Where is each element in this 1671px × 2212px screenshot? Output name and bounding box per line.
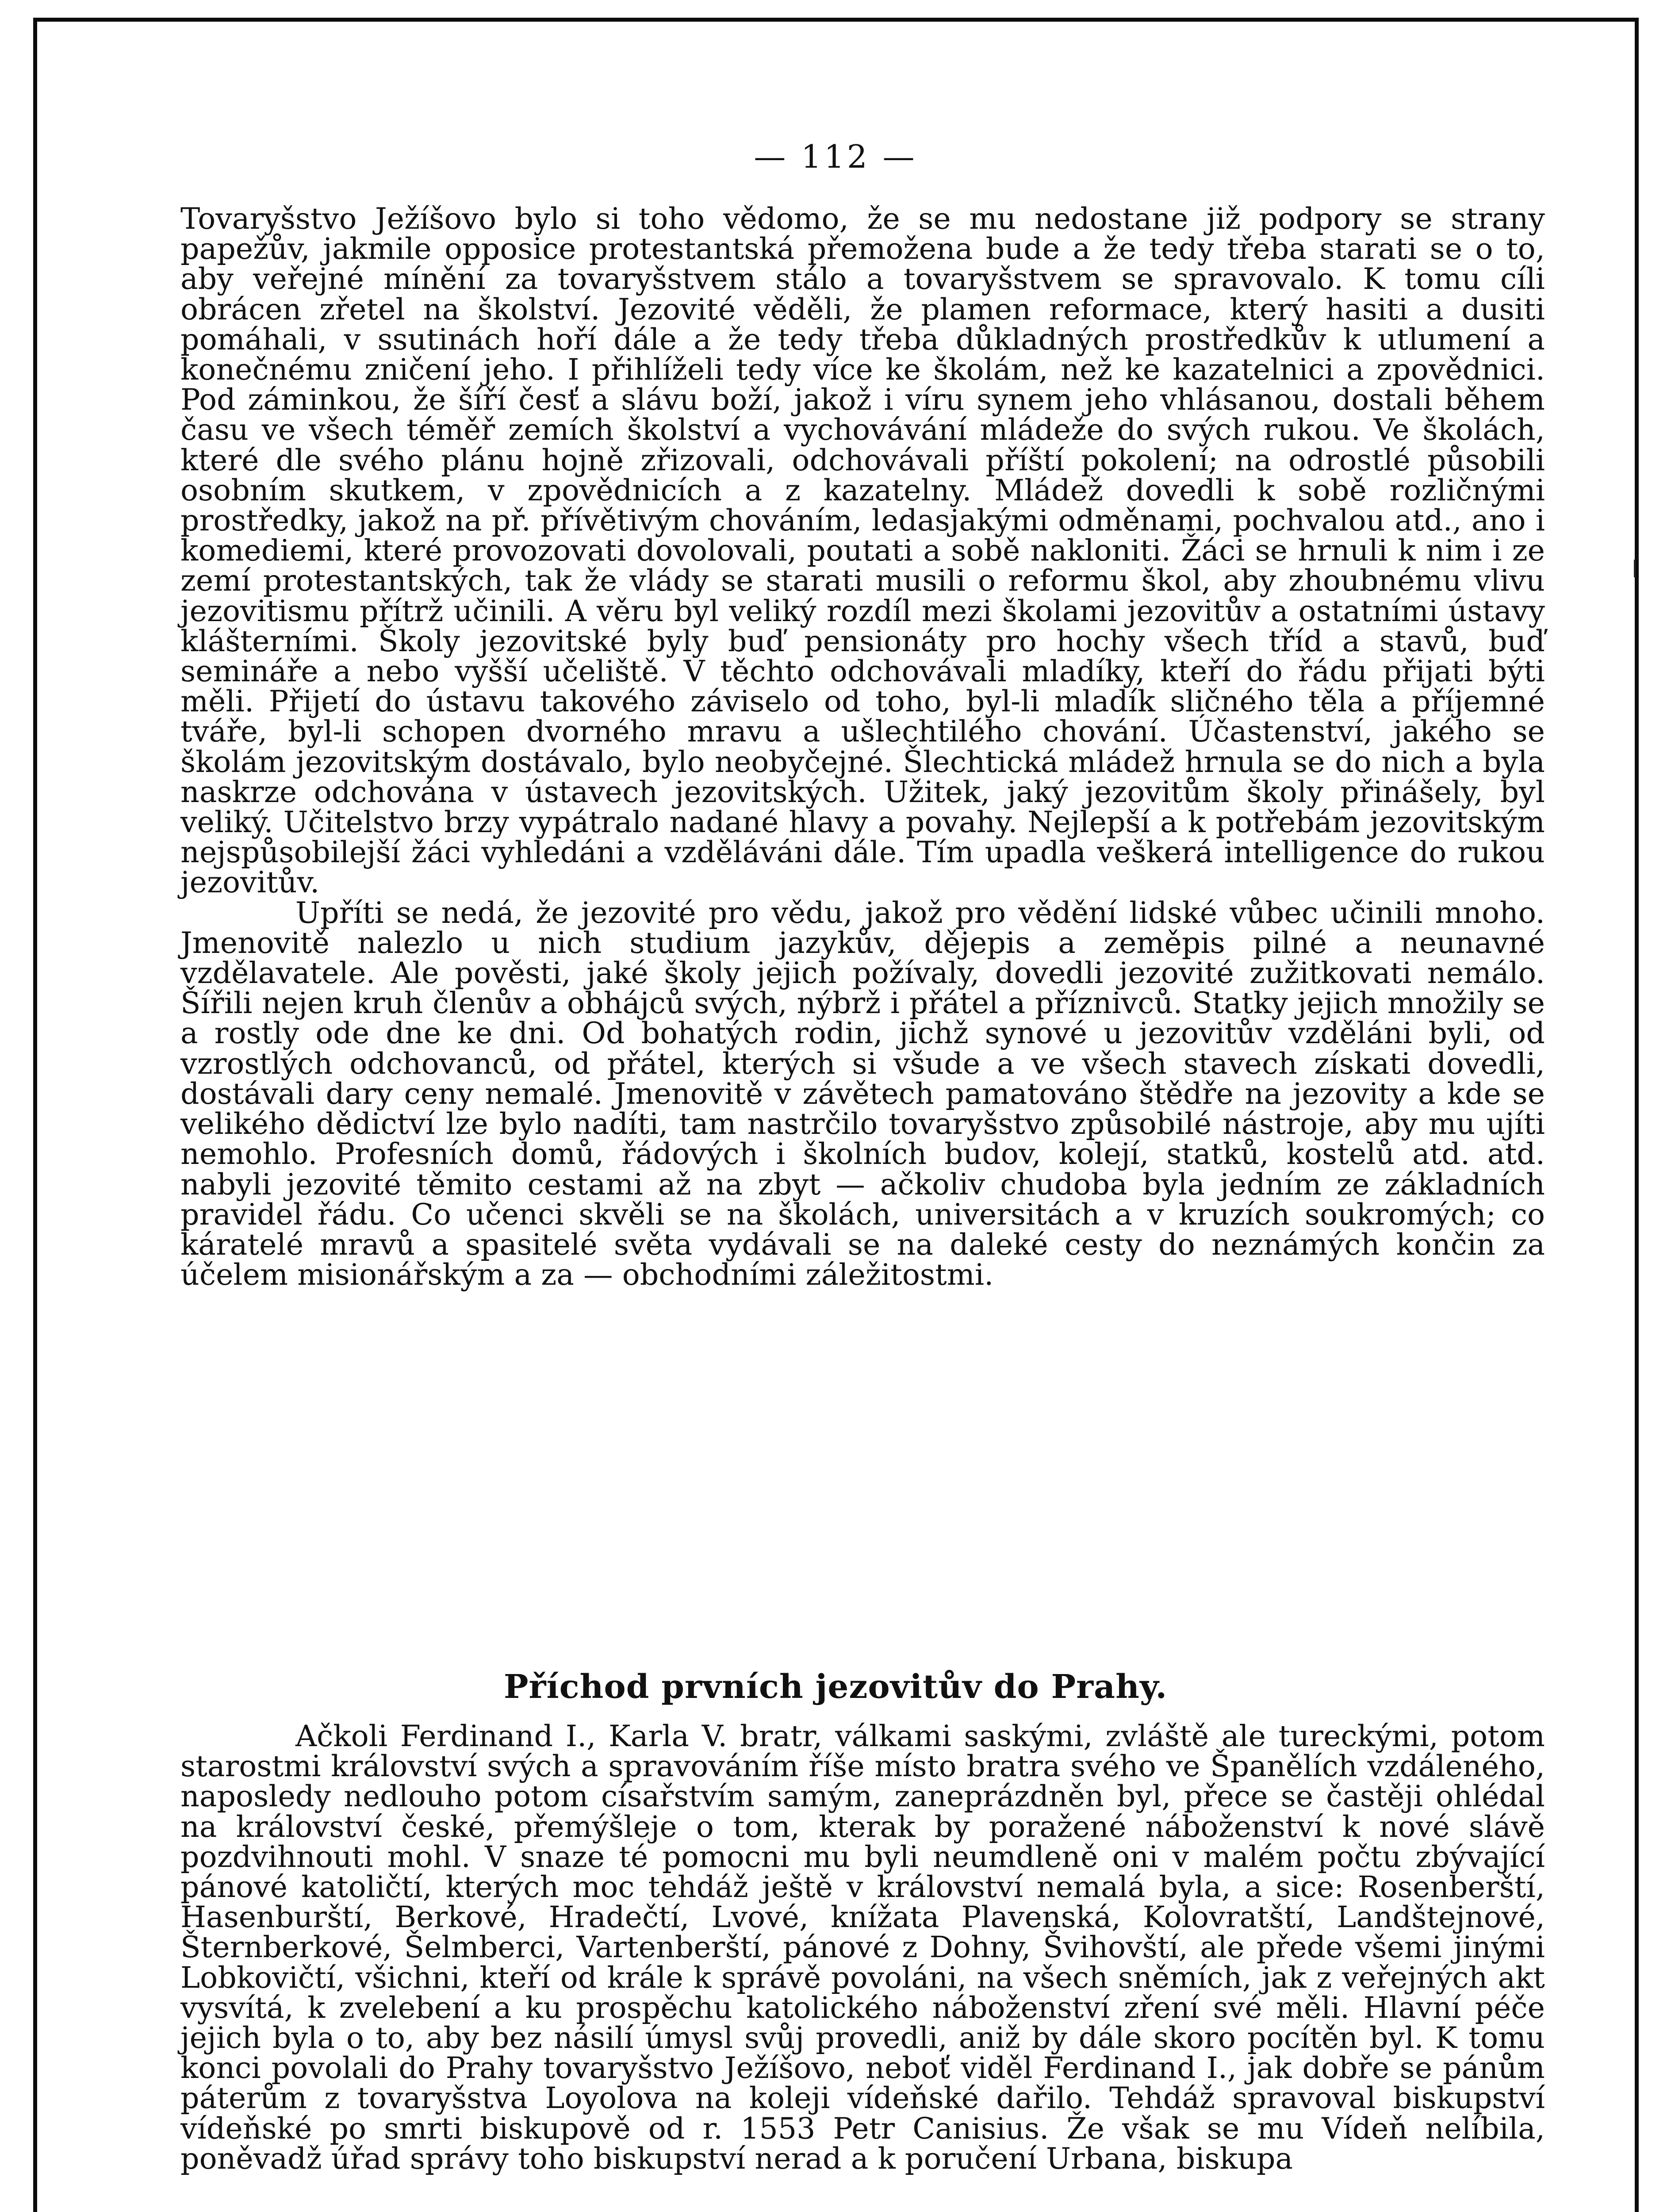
paragraph: Ačkoli Ferdinand I., Karla V. bratr, válkami saskými, zvláště ale tureckými, potom starostmi království svých a spravováním říše místo bratra svého ve Španělích vzdáleného, naposledy nedlouho potom císařstvím samým, zaneprázdněn byl, přece se častěji ohlédal na království české, přemýšleje o tom, kterak by poražené náboženství k nové slávě pozdvihnouti mohl. V snaze té pomocni mu byli neumdleně oni v malém počtu zbývající pánové katoličtí, kterých moc tehdáž ještě v království nemalá byla, a sice: Rosenberští, Hasenburští, Berkové, Hradečtí, Lvové, knížata Plavenská, Kolovratští, Landštejnové, Šternberkové, Šelmberci, Vartenberští, pánové z Dohny, Švihovští, ale přede všemi jinými Lobkovičtí, všichni, kteří od krále k správě povoláni, na všech sněmích, jak z veřejných akt vysvítá, k zvelebení a ku prospěchu katolického náboženství zření své měli. Hlavní péče jejich byla o to, aby bez násilí úmysl svůj provedli, aniž by dále skoro pocítěn byl. K tomu konci povolali do Prahy tovaryšstvo Ježíšovo, neboť viděl Ferdinand I., jak dobře se pánům páterům z tovaryšstva Loyolova na koleji vídeňské dařilo. Tehdáž spravoval biskupství vídeňské po smrti biskupově od r. 1553 Petr Canisius. Že však se mu Vídeň nelíbila, poněvadž úřad správy toho biskupství nerad a k poručení Urbana, biskupa [180, 1719, 1545, 2176]
body-text [180, 201, 1545, 1292]
paragraph: Upříti se nedá, že jezovité pro vědu, jakož pro vědění lidské vůbec učinili mnoho. Jmenovitě nalezlo u nich studium jazykův, dějepis a zeměpis pilné a neunavné vzdělavatele. Ale pověsti, jaké školy jejich požívaly, dovedli jezovité zužitkovati nemálo. Šířili nejen kruh členův a obhájců svých, nýbrž i přátel a příznivců. Statky jejich množily se a rostly ode dne ke dni. Od bohatých rodin, jichž synové u jezovitův vzděláni byli, od vzrostlých odchovanců, od přátel, kterých si všude a ve všech stavech získati dovedli, dostávali dary ceny nemalé. Jmenovitě v závětech pamatováno štědře na jezovity a kde se velikého dědictví lze bylo nadíti, tam nastrčilo tovaryšstvo způsobilé nástroje, aby mu ujíti nemohlo. Profesních domů, řádových i školních budov, kolejí, statků, kostelů atd. atd. nabyli jezovité těmito cestami až na zbyt — ačkoliv chudoba byla jedním ze základních pravidel řádu. Co učenci skvěli se na školách, universitách a v kruzích soukromých; co káratelé mravů a spasitelé světa vydávali se na daleké cesty do neznámých končin za účelem misionářským a za — obchodními záležitostmi. [180, 895, 1545, 1292]
margin-mark [1634, 560, 1636, 577]
section-body [180, 1721, 1545, 2174]
section-heading: Příchod prvních jezovitův do Prahy. [503, 1668, 1168, 1706]
page-number: — 112 — [754, 138, 917, 175]
paragraph: Tovaryšstvo Ježíšovo bylo si toho vědomo, že se mu nedostane již podpory se strany papežův, jakmile opposice protestantská přemožena bude a že tedy třeba starati se o to, aby veřejné mínění za tovaryšstvem stálo a tovaryšstvem se spravovalo. K tomu cíli obrácen zřetel na školství. Jezovité věděli, že plamen reformace, který hasiti a dusiti pomáhali, v ssutinách hoří dále a že tedy třeba důkladných prostředkův k utlumení a konečnému zničení jeho. I přihlíželi tedy více ke školám, než ke kazatelnici a zpovědnici. Pod záminkou, že šíří česť a slávu boží, jakož i víru synem jeho vhlásanou, dostali během času ve všech téměř zemích školství a vychovávání mládeže do svých rukou. Ve školách, které dle svého plánu hojně zřizovali, odchovávali příští pokolení; na odrostlé působili osobním skutkem, v zpovědnicích a z kazatelny. Mládež dovedli k sobě rozličnými prostředky, jakož na př. přívětivým chováním, ledasjakými odměnami, pochvalou atd., ano i komediemi, které provozovati dovolovali, poutati a sobě nakloniti. Žáci se hrnuli k nim i ze zemí protestantských, tak že vlády se starati musili o reformu škol, aby zhoubnému vlivu jezovitismu přítrž učinili. A věru byl veliký rozdíl mezi školami jezovitův a ostatními ústavy klášterními. Školy jezovitské byly buď pensionáty pro hochy všech tříd a stavů, buď semináře a nebo vyšší učeliště. V těchto odchovávali mladíky, kteří do řádu přijati býti měli. Přijetí do ústavu takového záviselo od toho, byl-li mladík sličného těla a příjemné tváře, byl-li schopen dvorného mravu a ušlechtilého chování. Účastenství, jakého se školám jezovitským dostávalo, bylo neobyčejné. Šlechtická mládež hrnula se do nich a byla naskrze odchována v ústavech jezovitských. Užitek, jaký jezovitům školy přinášely, byl veliký. Učitelstvo brzy vypátralo nadané hlavy a povahy. Nejlepší a k potřebám jezovitským nejspůsobilejší žáci vyhledáni a vzděláváni dále. Tím upadla veškerá intelligence do rukou jezovitův. [180, 201, 1545, 900]
